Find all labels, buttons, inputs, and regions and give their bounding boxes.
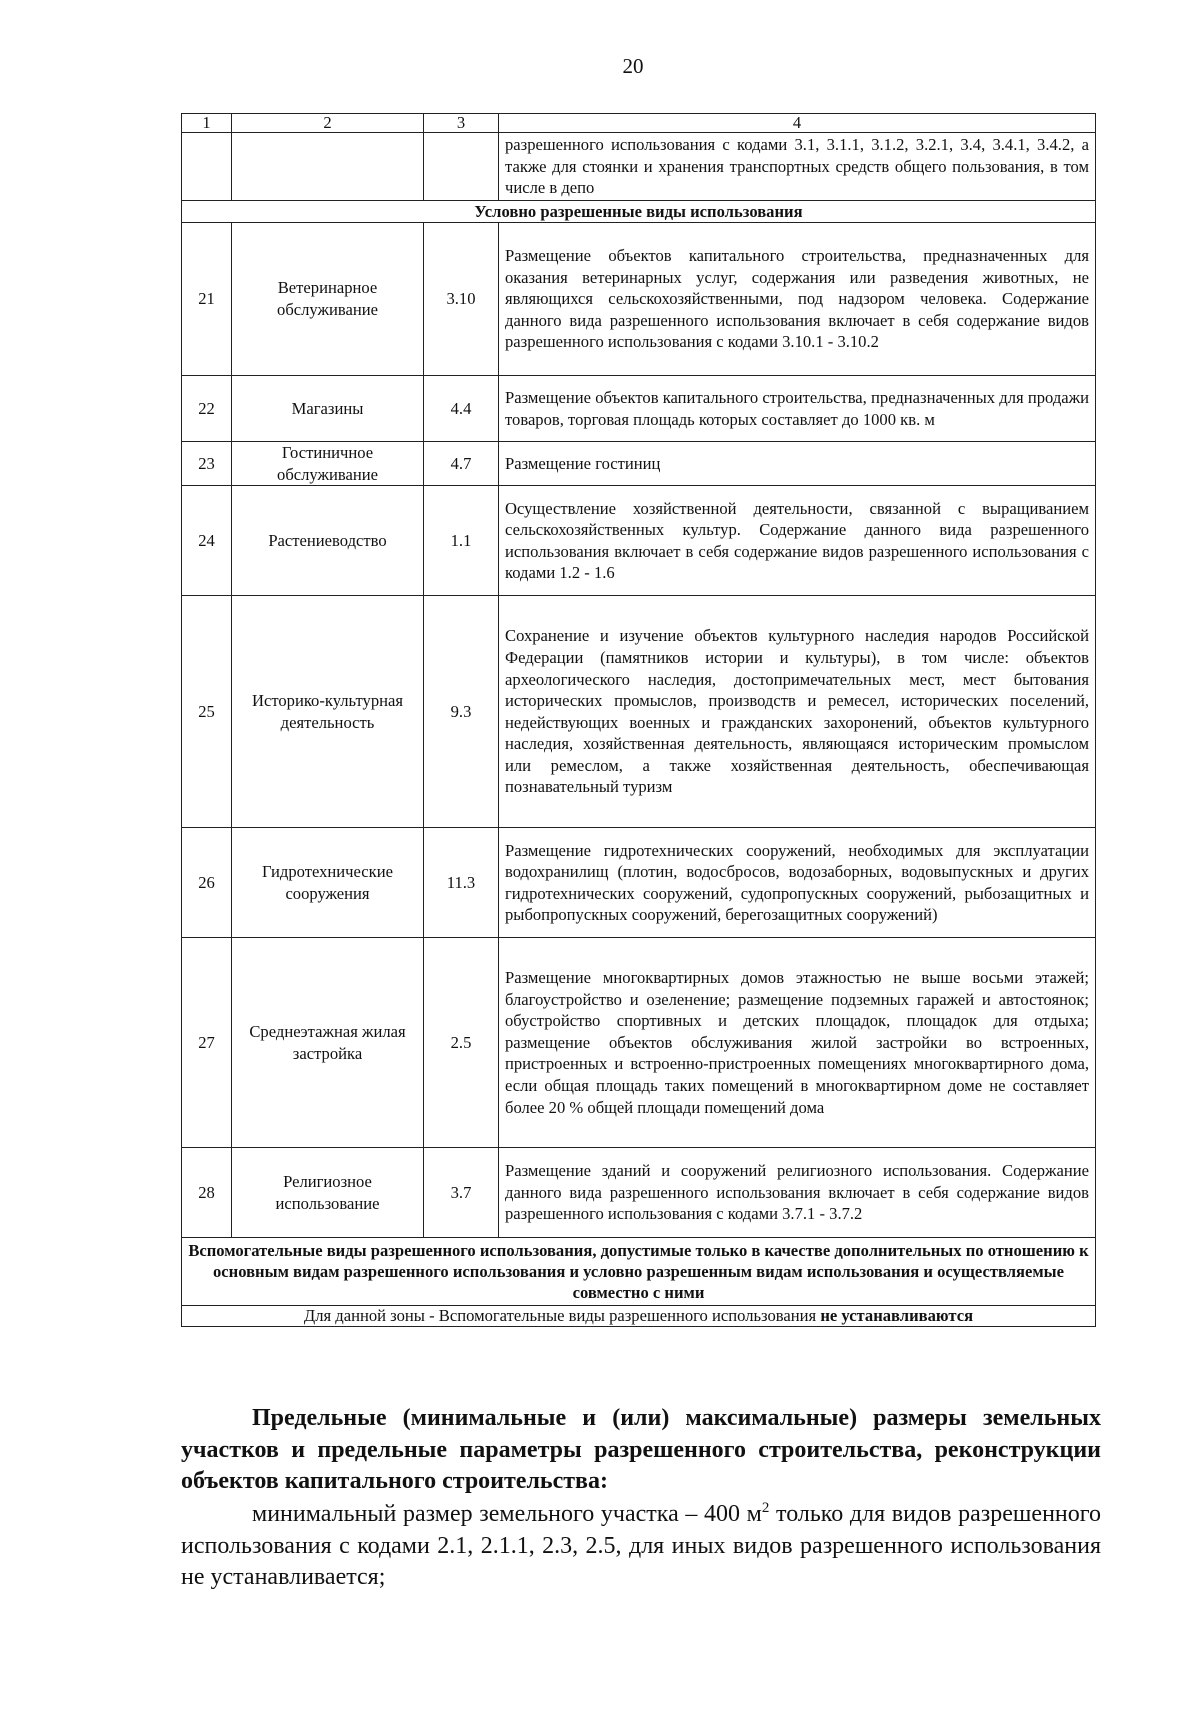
table-header-row [182, 114, 1096, 133]
paragraph-text-start: минимальный размер земельного участка – 400 м [252, 1501, 762, 1527]
row-number: 27 [182, 938, 232, 1148]
row-description: Сохранение и изучение объектов культурного наследия народов Российской Федерации (памятников истории и культуры), в том числе: объектов археологического наследия, достопримечательных мест, мест бытования исторических промыслов, производств и ремесел, исторических поселений, недействующих военных и гражданских захоронений, объектов культурного наследия, хозяйственная деятельность, являющаяся историческим промыслом или ремеслом, а также хозяйственная деятельность, обеспечивающая познавательный туризм [499, 596, 1096, 828]
row-description: Размещение зданий и сооружений религиозного использования. Содержание данного вида разрешенного использования включает в себя содержание видов разрешенного использования с кодами 3.7.1 - 3.7.2 [499, 1148, 1096, 1238]
header-col-2: 2 [232, 114, 424, 133]
row-code: 3.7 [424, 1148, 499, 1238]
row-code: 3.10 [424, 223, 499, 376]
row-use-name: Гостиничное обслуживание [232, 442, 424, 486]
page-number: 20 [622, 54, 644, 78]
continuation-text: разрешенного использования с кодами 3.1, 3.1.1, 3.1.2, 3.2.1, 3.4, 3.4.1, 3.4.2, а также для стоянки и хранения транспортных средств общего пользования, в том числе в депо [499, 133, 1096, 201]
row-code: 4.7 [424, 442, 499, 486]
table-row [182, 828, 1096, 938]
row-description: Размещение объектов капитального строительства, предназначенных для оказания ветеринарных услуг, содержания или разведения животных, не являющихся сельскохозяйственными, под надзором человека. Содержание данного вида разрешенного использования включает в себя содержание видов разрешенного использования с кодами 3.10.1 - 3.10.2 [499, 223, 1096, 376]
row-number: 22 [182, 376, 232, 442]
row-number: 23 [182, 442, 232, 486]
limits-heading: Предельные (минимальные и (или) максимальные) размеры земельных участков и предельные параметры разрешенного строительства, реконструкции объектов капитального строительства: [181, 1405, 1101, 1494]
section-title-conditional: Условно разрешенные виды использования [182, 201, 1096, 223]
row-number: 26 [182, 828, 232, 938]
cell-empty [182, 133, 232, 201]
header-col-4: 4 [499, 114, 1096, 133]
section-row-conditional [182, 201, 1096, 223]
row-number: 24 [182, 486, 232, 596]
min-plot-size-paragraph [181, 1499, 1101, 1594]
auxiliary-note-emphasis: не устанавливаются [820, 1306, 974, 1326]
auxiliary-note-row [182, 1306, 1096, 1327]
row-description: Размещение объектов капитального строительства, предназначенных для продажи товаров, торговая площадь которых составляет до 1000 кв. м [499, 376, 1096, 442]
row-use-name: Историко-культурная деятельность [232, 596, 424, 828]
section-title-auxiliary: Вспомогательные виды разрешенного использования, допустимые только в качестве дополнительных по отношению к основным видам разрешенного использования и условно разрешенным видам использования и осуществляемые совместно с ними [182, 1238, 1096, 1306]
row-code: 9.3 [424, 596, 499, 828]
row-code: 4.4 [424, 376, 499, 442]
row-code: 11.3 [424, 828, 499, 938]
land-use-table [181, 113, 1096, 1327]
row-code: 2.5 [424, 938, 499, 1148]
table-row [182, 938, 1096, 1148]
superscript-square: 2 [761, 1500, 770, 1516]
row-use-name: Ветеринарное обслуживание [232, 223, 424, 376]
row-description: Размещение многоквартирных домов этажностью не выше восьми этажей; благоустройство и озеленение; размещение подземных гаражей и автостоянок; обустройство спортивных и детских площадок, площадок для отдыха; размещение объектов обслуживания жилой застройки во встроенных, пристроенных и встроенно-пристроенных помещениях многоквартирного дома, если общая площадь таких помещений в многоквартирном доме не составляет более 20 % общей площади помещений дома [499, 938, 1096, 1148]
row-description: Размещение гидротехнических сооружений, необходимых для эксплуатации водохранилищ (плотин, водосбросов, водозаборных, водовыпускных и других гидротехнических сооружений, судопропускных сооружений, рыбозащитных и рыбопропускных сооружений, берегозащитных сооружений) [499, 828, 1096, 938]
cell-empty [424, 133, 499, 201]
auxiliary-note-text: Для данной зоны - Вспомогательные виды разрешенного использования [303, 1306, 821, 1326]
row-code: 1.1 [424, 486, 499, 596]
row-use-name: Гидротехнические сооружения [232, 828, 424, 938]
table-row [182, 1148, 1096, 1238]
table-row [182, 376, 1096, 442]
row-number: 21 [182, 223, 232, 376]
row-use-name: Религиозное использование [232, 1148, 424, 1238]
table-row [182, 442, 1096, 486]
row-use-name: Растениеводство [232, 486, 424, 596]
row-use-name: Магазины [232, 376, 424, 442]
cell-empty [232, 133, 424, 201]
row-use-name: Среднеэтажная жилая застройка [232, 938, 424, 1148]
section-row-auxiliary [182, 1238, 1096, 1306]
continuation-row [182, 133, 1096, 201]
auxiliary-note [182, 1306, 1096, 1327]
paragraph-text-end: только для видов разрешенного использования с кодами 2.1, 2.1.1, 2.3, 2.5, для иных видов разрешенного использования не устанавливается; [181, 1501, 1101, 1590]
row-number: 28 [182, 1148, 232, 1238]
table-row [182, 486, 1096, 596]
header-col-1: 1 [182, 114, 232, 133]
table-row [182, 223, 1096, 376]
row-number: 25 [182, 596, 232, 828]
header-col-3: 3 [424, 114, 499, 133]
row-description: Размещение гостиниц [499, 442, 1096, 486]
row-description: Осуществление хозяйственной деятельности, связанной с выращиванием сельскохозяйственных культур. Содержание данного вида разрешенного использования включает в себя содержание видов разрешенного использования с кодами 1.2 - 1.6 [499, 486, 1096, 596]
table-row [182, 596, 1096, 828]
